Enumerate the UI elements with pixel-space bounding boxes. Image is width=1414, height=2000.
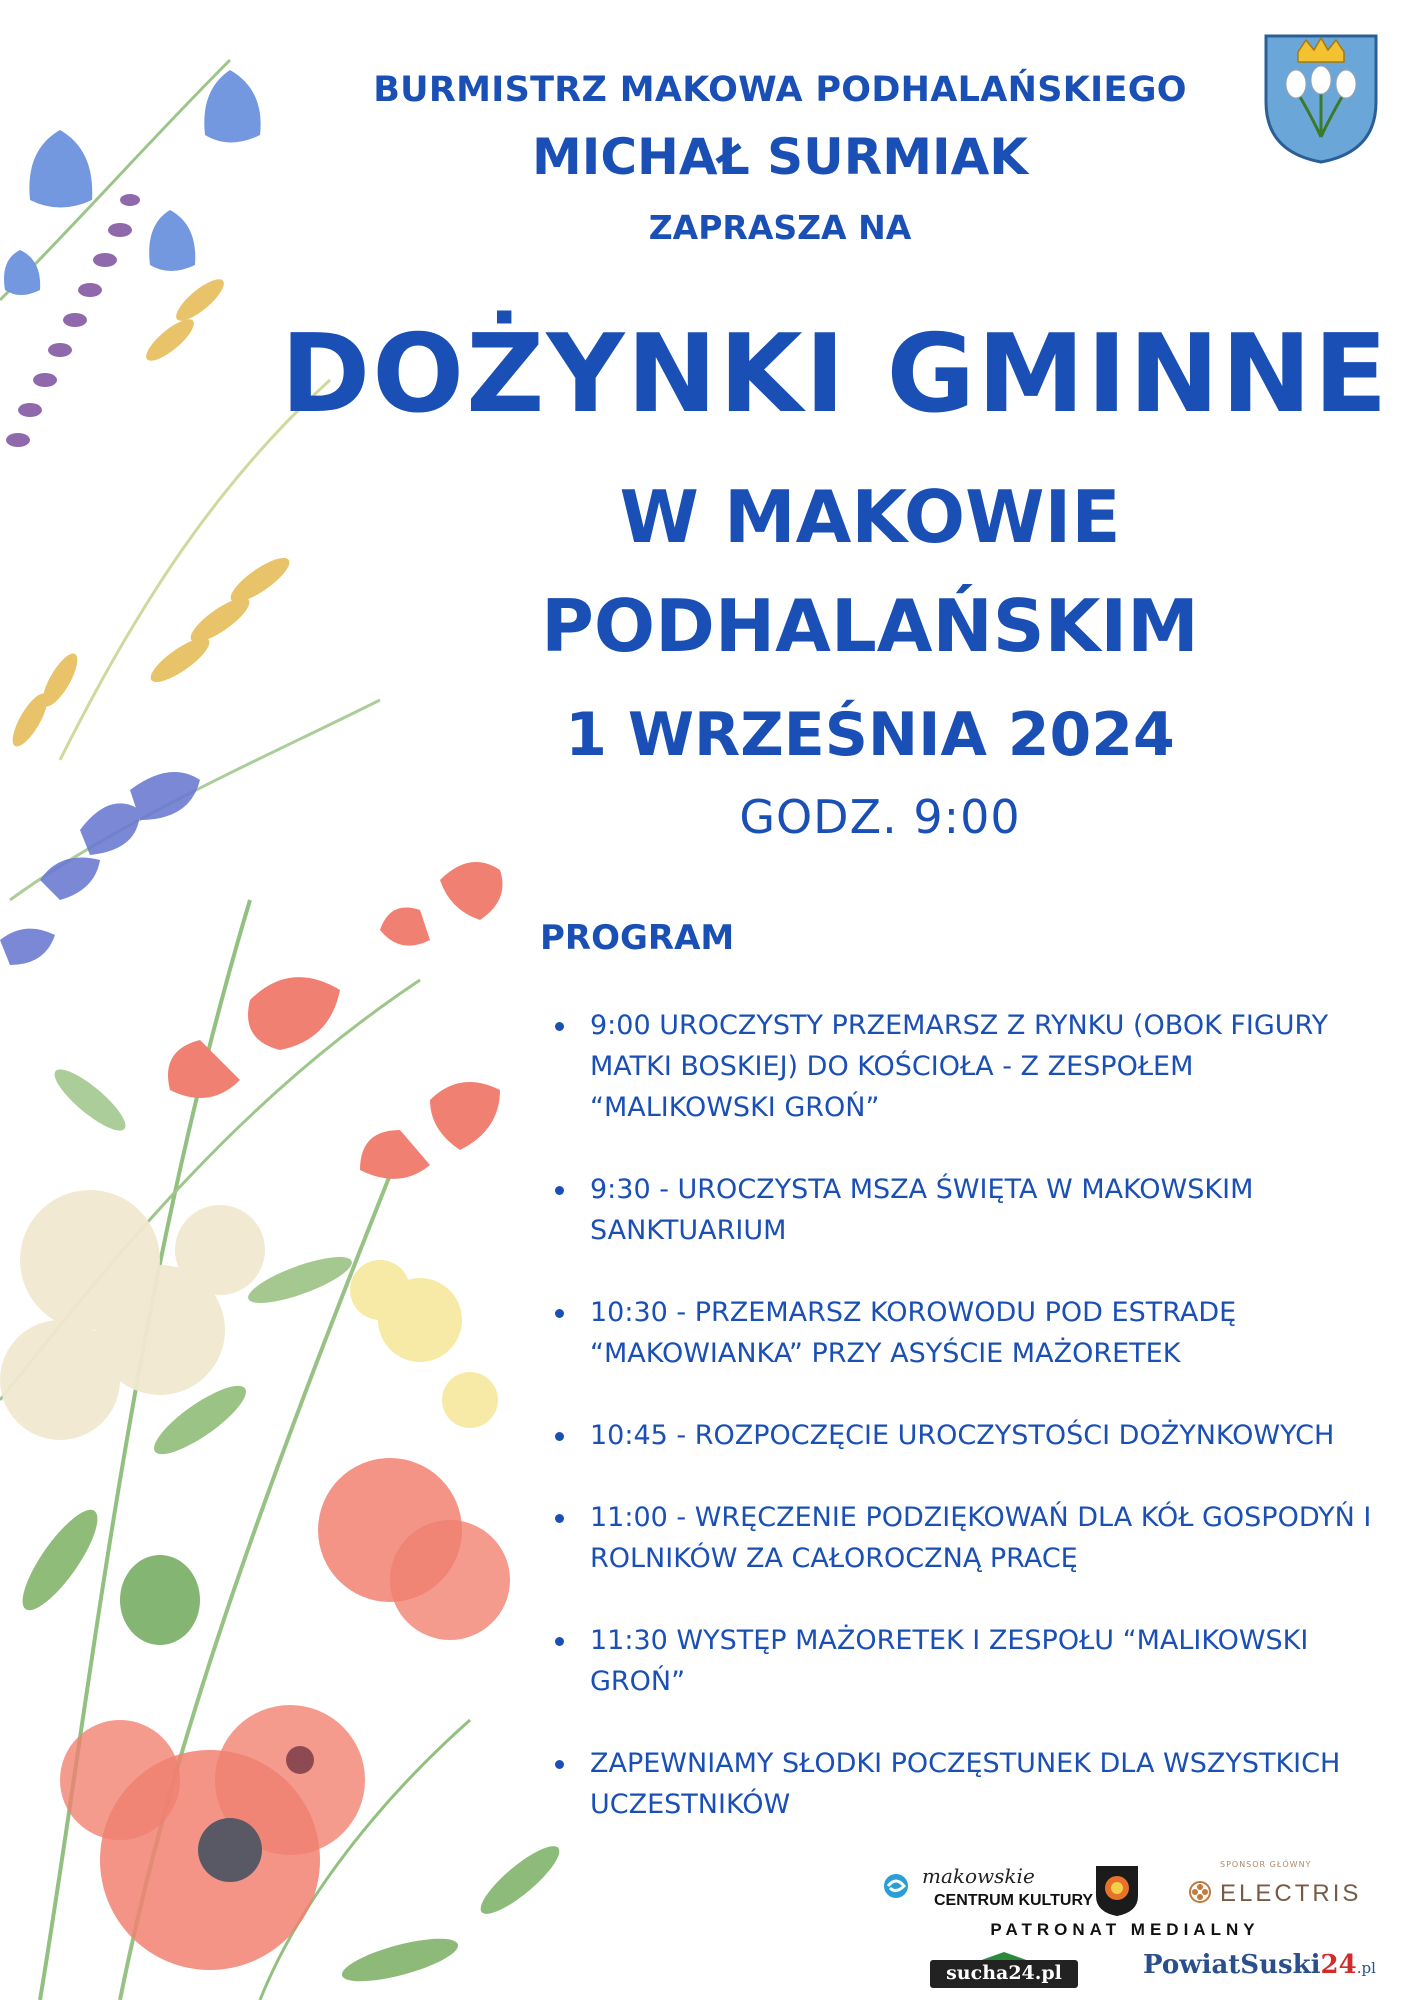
- program-item: 10:45 - ROZPOCZĘCIE UROCZYSTOŚCI DOŻYNKOWYCH: [555, 1415, 1375, 1456]
- sucha24-text: sucha24.pl: [946, 1962, 1062, 1984]
- floral-decoration: [0, 0, 620, 2000]
- event-time: GODZ. 9:00: [739, 790, 1021, 844]
- invite-text: ZAPRASZA NA: [648, 208, 912, 247]
- sponsor-logos: [870, 1860, 1390, 1920]
- powiat-number: 24: [1320, 1950, 1357, 1980]
- sucha24-logo: [930, 1950, 1078, 1990]
- mayor-name: MICHAŁ SURMIAK: [531, 128, 1029, 186]
- program-heading: PROGRAM: [540, 918, 735, 958]
- flower-icon: [1188, 1880, 1212, 1904]
- program-item: 9:30 - UROCZYSTA MSZA ŚWIĘTA W MAKOWSKIM SANKTUARIUM: [555, 1169, 1375, 1251]
- electris-name: ELECTRIS: [1220, 1880, 1362, 1907]
- program-item: 9:00 UROCZYSTY PRZEMARSZ Z RYNKU (OBOK FIGURY MATKI BOSKIEJ) DO KOŚCIOŁA - Z ZESPOŁEM “MALIKOWSKI GROŃ”: [555, 1005, 1375, 1128]
- program-item: 11:30 WYSTĘP MAŻORETEK I ZESPOŁU “MALIKOWSKI GROŃ”: [555, 1620, 1375, 1702]
- media-patronage-label: PATRONAT MEDIALNY: [990, 1920, 1260, 1939]
- program-item: 10:30 - PRZEMARSZ KOROWODU POD ESTRADĘ “MAKOWIANKA” PRZY ASYŚCIE MAŻORETEK: [555, 1292, 1375, 1374]
- program-item: ZAPEWNIAMY SŁODKI POCZĘSTUNEK DLA WSZYSTKICH UCZESTNIKÓW: [555, 1743, 1375, 1825]
- powiat-tld: .pl: [1356, 1959, 1376, 1977]
- mayor-title: BURMISTRZ MAKOWA PODHALAŃSKIEGO: [373, 70, 1187, 110]
- powiatsuski24-logo: [1143, 1950, 1376, 1980]
- program-item: 11:00 - WRĘCZENIE PODZIĘKOWAŃ DLA KÓŁ GOSPODYŃ I ROLNIKÓW ZA CAŁOROCZNĄ PRACĘ: [555, 1497, 1375, 1579]
- event-location-line2: PODHALAŃSKIM: [541, 584, 1199, 668]
- mck-logo-name: CENTRUM KULTURY: [934, 1892, 1094, 1909]
- powiat-name: PowiatSuski: [1143, 1950, 1321, 1980]
- emblem-logo: [1092, 1862, 1142, 1918]
- electris-logo: [1188, 1860, 1388, 1920]
- event-date: 1 WRZEŚNIA 2024: [565, 700, 1175, 770]
- event-title: DOŻYNKI GMINNE: [280, 312, 1390, 437]
- program-list: [555, 1005, 1375, 1866]
- centrum-kultury-logo: [882, 1864, 1094, 1918]
- main-sponsor-label: SPONSOR GŁÓWNY: [1220, 1860, 1312, 1869]
- mck-logo-script: makowskie: [922, 1864, 1035, 1888]
- event-location-line1: W MAKOWIE: [619, 475, 1121, 559]
- swirl-icon: [882, 1872, 910, 1900]
